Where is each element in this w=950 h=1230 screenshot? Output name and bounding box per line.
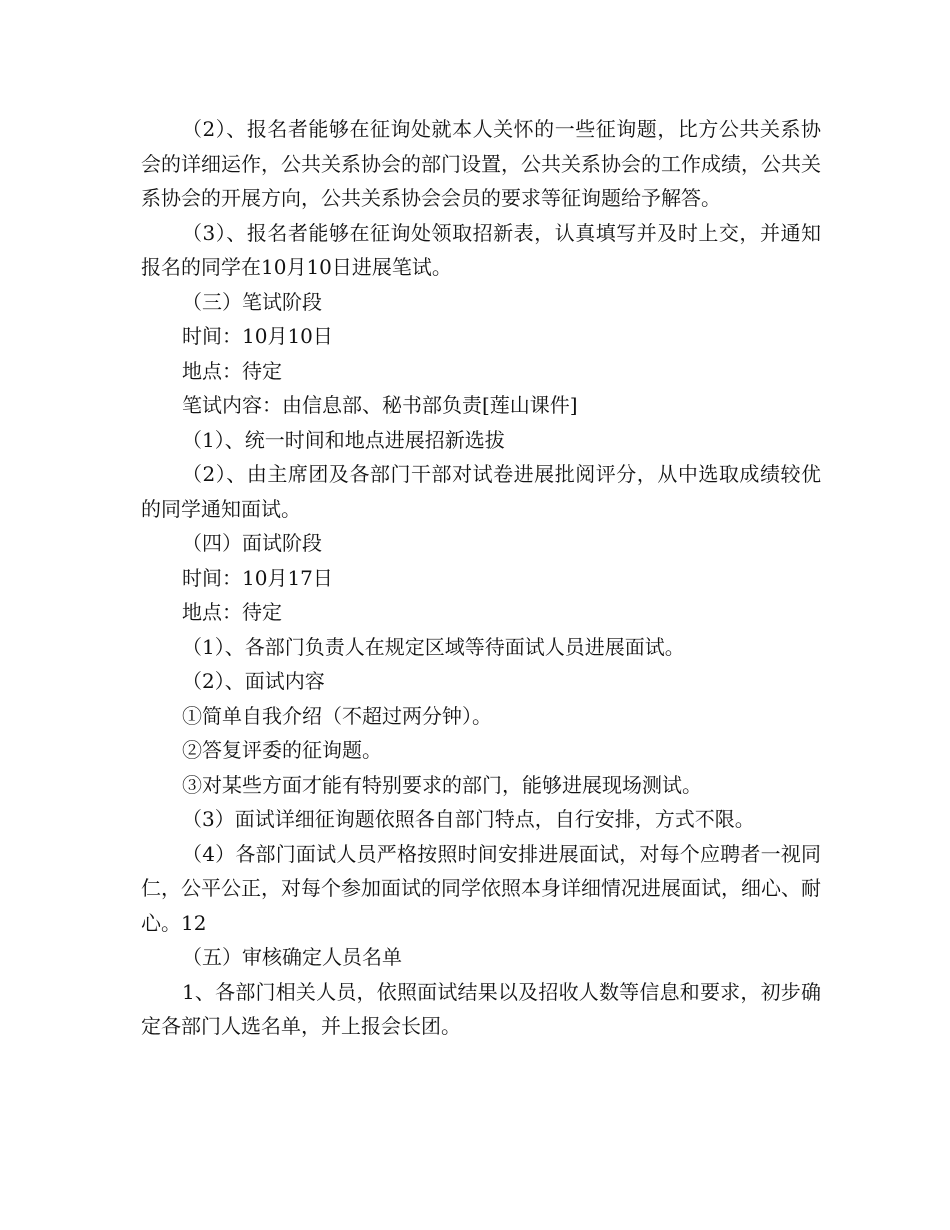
section-heading-written-test: （三）笔试阶段 [182,289,322,314]
written-test-item-2: （2）、由主席团及各部门干部对试卷进展批阅评分，从中选取成绩较优的同学通知面试。 [141,462,821,521]
interview-content-2: ②答复评委的征询题。 [182,738,382,762]
interview-location: 地点：待定 [182,600,282,624]
document-body [141,112,821,1044]
interview-content-1: ①简单自我介绍（不超过两分钟）。 [182,703,492,728]
written-test-item-1: （1）、统一时间和地点进展招新选拔 [182,427,505,452]
written-test-location: 地点：待定 [182,358,282,383]
interview-content-3: ③对某些方面才能有特别要求的部门，能够进展现场测试。 [182,772,702,797]
paragraph-registration-inquiry: （2）、报名者能够在征询处就本人关怀的一些征询题，比方公共关系协会的详细运作，公共关系协会的部门设置，公共关系协会的工作成绩，公共关系协会的开展方向，公共关系协会会员的要求等征询题给予解答。 [141,117,821,210]
interview-item-2: （2）、面试内容 [182,669,325,693]
interview-item-3: （3）面试详细征询题依照各自部门特点，自行安排，方式不限。 [182,807,755,831]
written-test-time: 时间：10月10日 [182,324,333,348]
interview-time: 时间：10月17日 [182,565,333,590]
review-item-1: 1、各部门相关人员，依照面试结果以及招收人数等信息和要求，初步确定各部门人选名单，并上报会长团。 [141,979,821,1038]
interview-item-4: （4）各部门面试人员严格按照时间安排进展面试，对每个应聘者一视同仁，公平公正，对每个参加面试的同学依照本身详细情况进展面试，细心、耐心。12 [141,841,821,935]
section-heading-interview: （四）面试阶段 [182,531,322,555]
paragraph-registration-form: （3）、报名者能够在征询处领取招新表，认真填写并及时上交，并通知报名的同学在10月10日进展笔试。 [141,220,821,279]
section-heading-review: （五）审核确定人员名单 [182,945,402,969]
interview-item-1: （1）、各部门负责人在规定区域等待面试人员进展面试。 [182,634,685,659]
written-test-content: 笔试内容：由信息部、秘书部负责[莲山课件] [182,393,578,417]
